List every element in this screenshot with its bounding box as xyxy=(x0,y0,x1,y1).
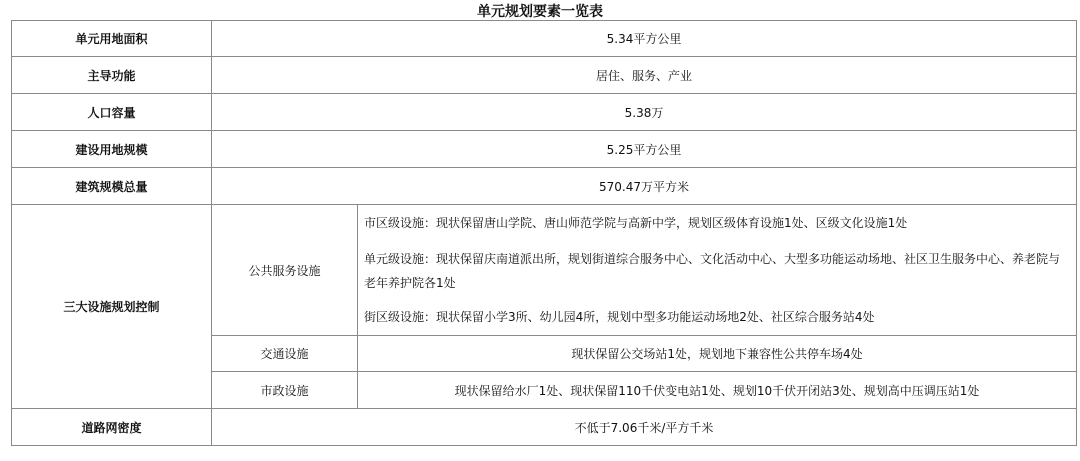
table-row xyxy=(12,57,1077,94)
row-value-construction-land: 5.25平方公里 xyxy=(212,131,1077,168)
table-title: 单元规划要素一览表 xyxy=(477,4,603,20)
row-value-building-scale: 570.47万平方米 xyxy=(212,168,1077,205)
row-label-population: 人口容量 xyxy=(12,94,212,131)
row-value-function: 居住、服务、产业 xyxy=(212,57,1077,94)
row-label-construction-land: 建设用地规模 xyxy=(12,131,212,168)
public-service-line-unit: 单元级设施：现状保留庆南道派出所，规划街道综合服务中心、文化活动中心、大型多功能运动场地、社区卫生服务中心、养老院与老年养护院各1处 xyxy=(364,252,1061,290)
row-label-building-scale: 建筑规模总量 xyxy=(12,168,212,205)
row-label-area: 单元用地面积 xyxy=(12,21,212,57)
table-row xyxy=(12,94,1077,131)
row-label-road-density: 道路网密度 xyxy=(12,409,212,446)
row-value-population: 5.38万 xyxy=(212,94,1077,131)
public-service-line-city: 市区级设施：现状保留唐山学院、唐山师范学院与高新中学，规划区级体育设施1处、区级文化设施1处 xyxy=(364,216,908,230)
public-service-line-block: 街区级设施：现状保留小学3所、幼儿园4所，规划中型多功能运动场地2处、社区综合服务站4处 xyxy=(364,310,875,324)
table-row xyxy=(12,205,1077,336)
public-services-detail xyxy=(358,205,1077,336)
table-row xyxy=(12,131,1077,168)
table-row xyxy=(12,168,1077,205)
planning-elements-table xyxy=(11,20,1077,446)
sub-label-municipal: 市政设施 xyxy=(212,372,358,409)
row-value-area: 5.34平方公里 xyxy=(212,21,1077,57)
table-row xyxy=(12,409,1077,446)
row-label-function: 主导功能 xyxy=(12,57,212,94)
row-value-road-density: 不低于7.06千米/平方千米 xyxy=(212,409,1077,446)
row-label-facilities: 三大设施规划控制 xyxy=(12,205,212,409)
traffic-detail: 现状保留公交场站1处，规划地下兼容性公共停车场4处 xyxy=(358,336,1077,372)
municipal-detail: 现状保留给水厂1处、现状保留110千伏变电站1处、规划10千伏开闭站3处、规划高中压调压站1处 xyxy=(358,372,1077,409)
table-row xyxy=(12,21,1077,57)
sub-label-traffic: 交通设施 xyxy=(212,336,358,372)
sub-label-public-services: 公共服务设施 xyxy=(212,205,358,336)
